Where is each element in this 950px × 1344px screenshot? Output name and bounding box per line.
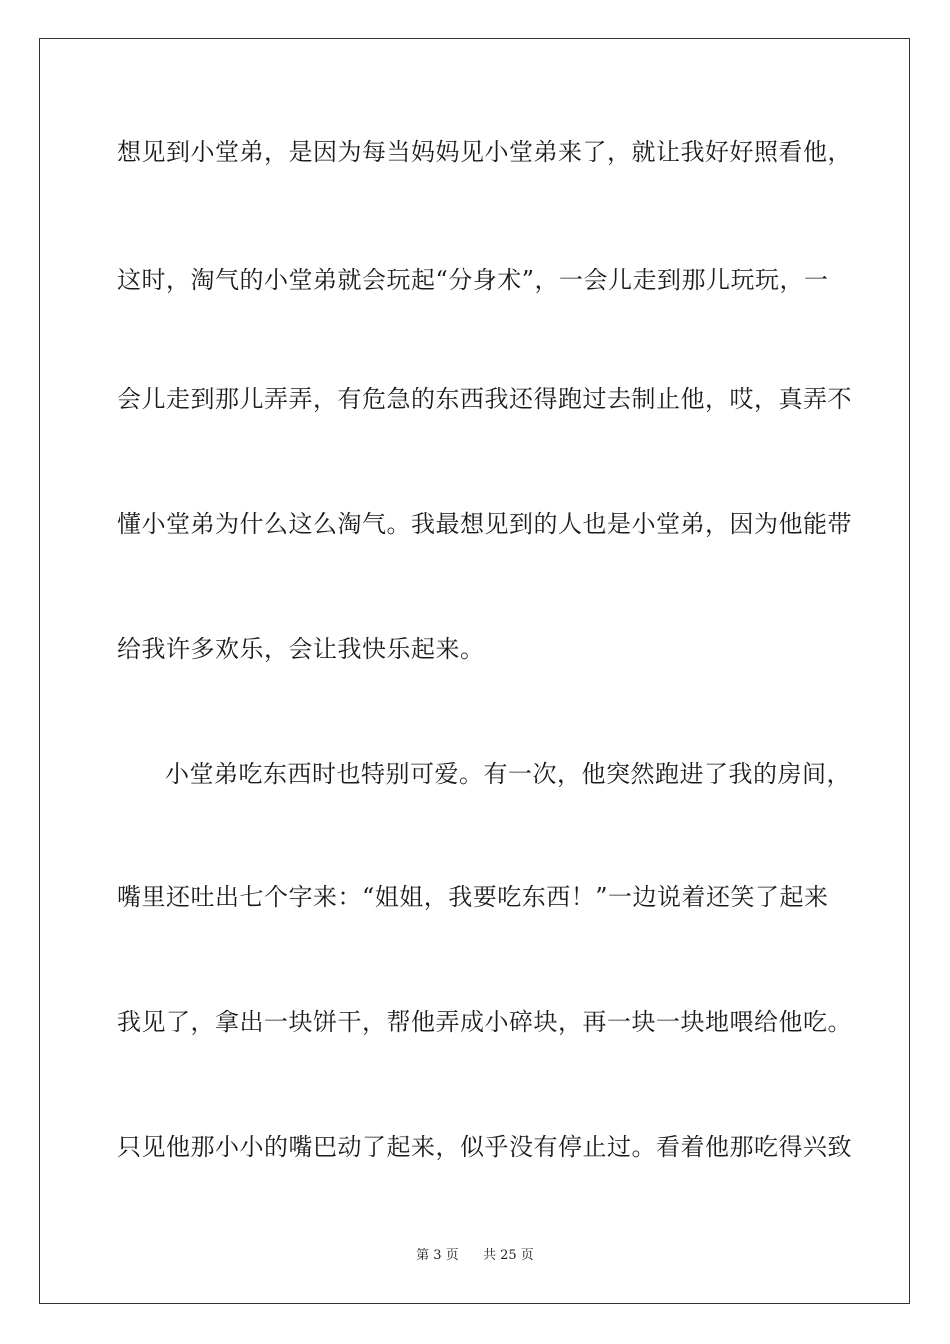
page-border xyxy=(39,38,910,1304)
text-line: 只见他那小小的嘴巴动了起来，似乎没有停止过。看着他那吃得兴致 xyxy=(117,1133,852,1161)
text-line: 这时，淘气的小堂弟就会玩起“分身术”，一会儿走到那儿玩玩，一 xyxy=(117,266,829,294)
text-line: 给我许多欢乐，会让我快乐起来。 xyxy=(117,635,485,663)
text-line: 嘴里还吐出七个字来：“姐姐，我要吃东西！”一边说着还笑了起来 xyxy=(117,883,829,911)
page-footer xyxy=(0,1247,950,1265)
text-line: 想见到小堂弟，是因为每当妈妈见小堂弟来了，就让我好好照看他， xyxy=(117,138,852,166)
text-line-indented: 小堂弟吃东西时也特别可爱。有一次，他突然跑进了我的房间， xyxy=(165,760,851,788)
text-line: 会儿走到那儿弄弄，有危急的东西我还得跑过去制止他，哎，真弄不 xyxy=(117,385,852,413)
text-line: 懂小堂弟为什么这么淘气。我最想见到的人也是小堂弟，因为他能带 xyxy=(117,510,852,538)
page-total: 共 25 页 xyxy=(483,1248,534,1263)
page-number: 第 3 页 xyxy=(416,1248,459,1263)
text-line: 我见了，拿出一块饼干，帮他弄成小碎块，再一块一块地喂给他吃。 xyxy=(117,1008,852,1036)
